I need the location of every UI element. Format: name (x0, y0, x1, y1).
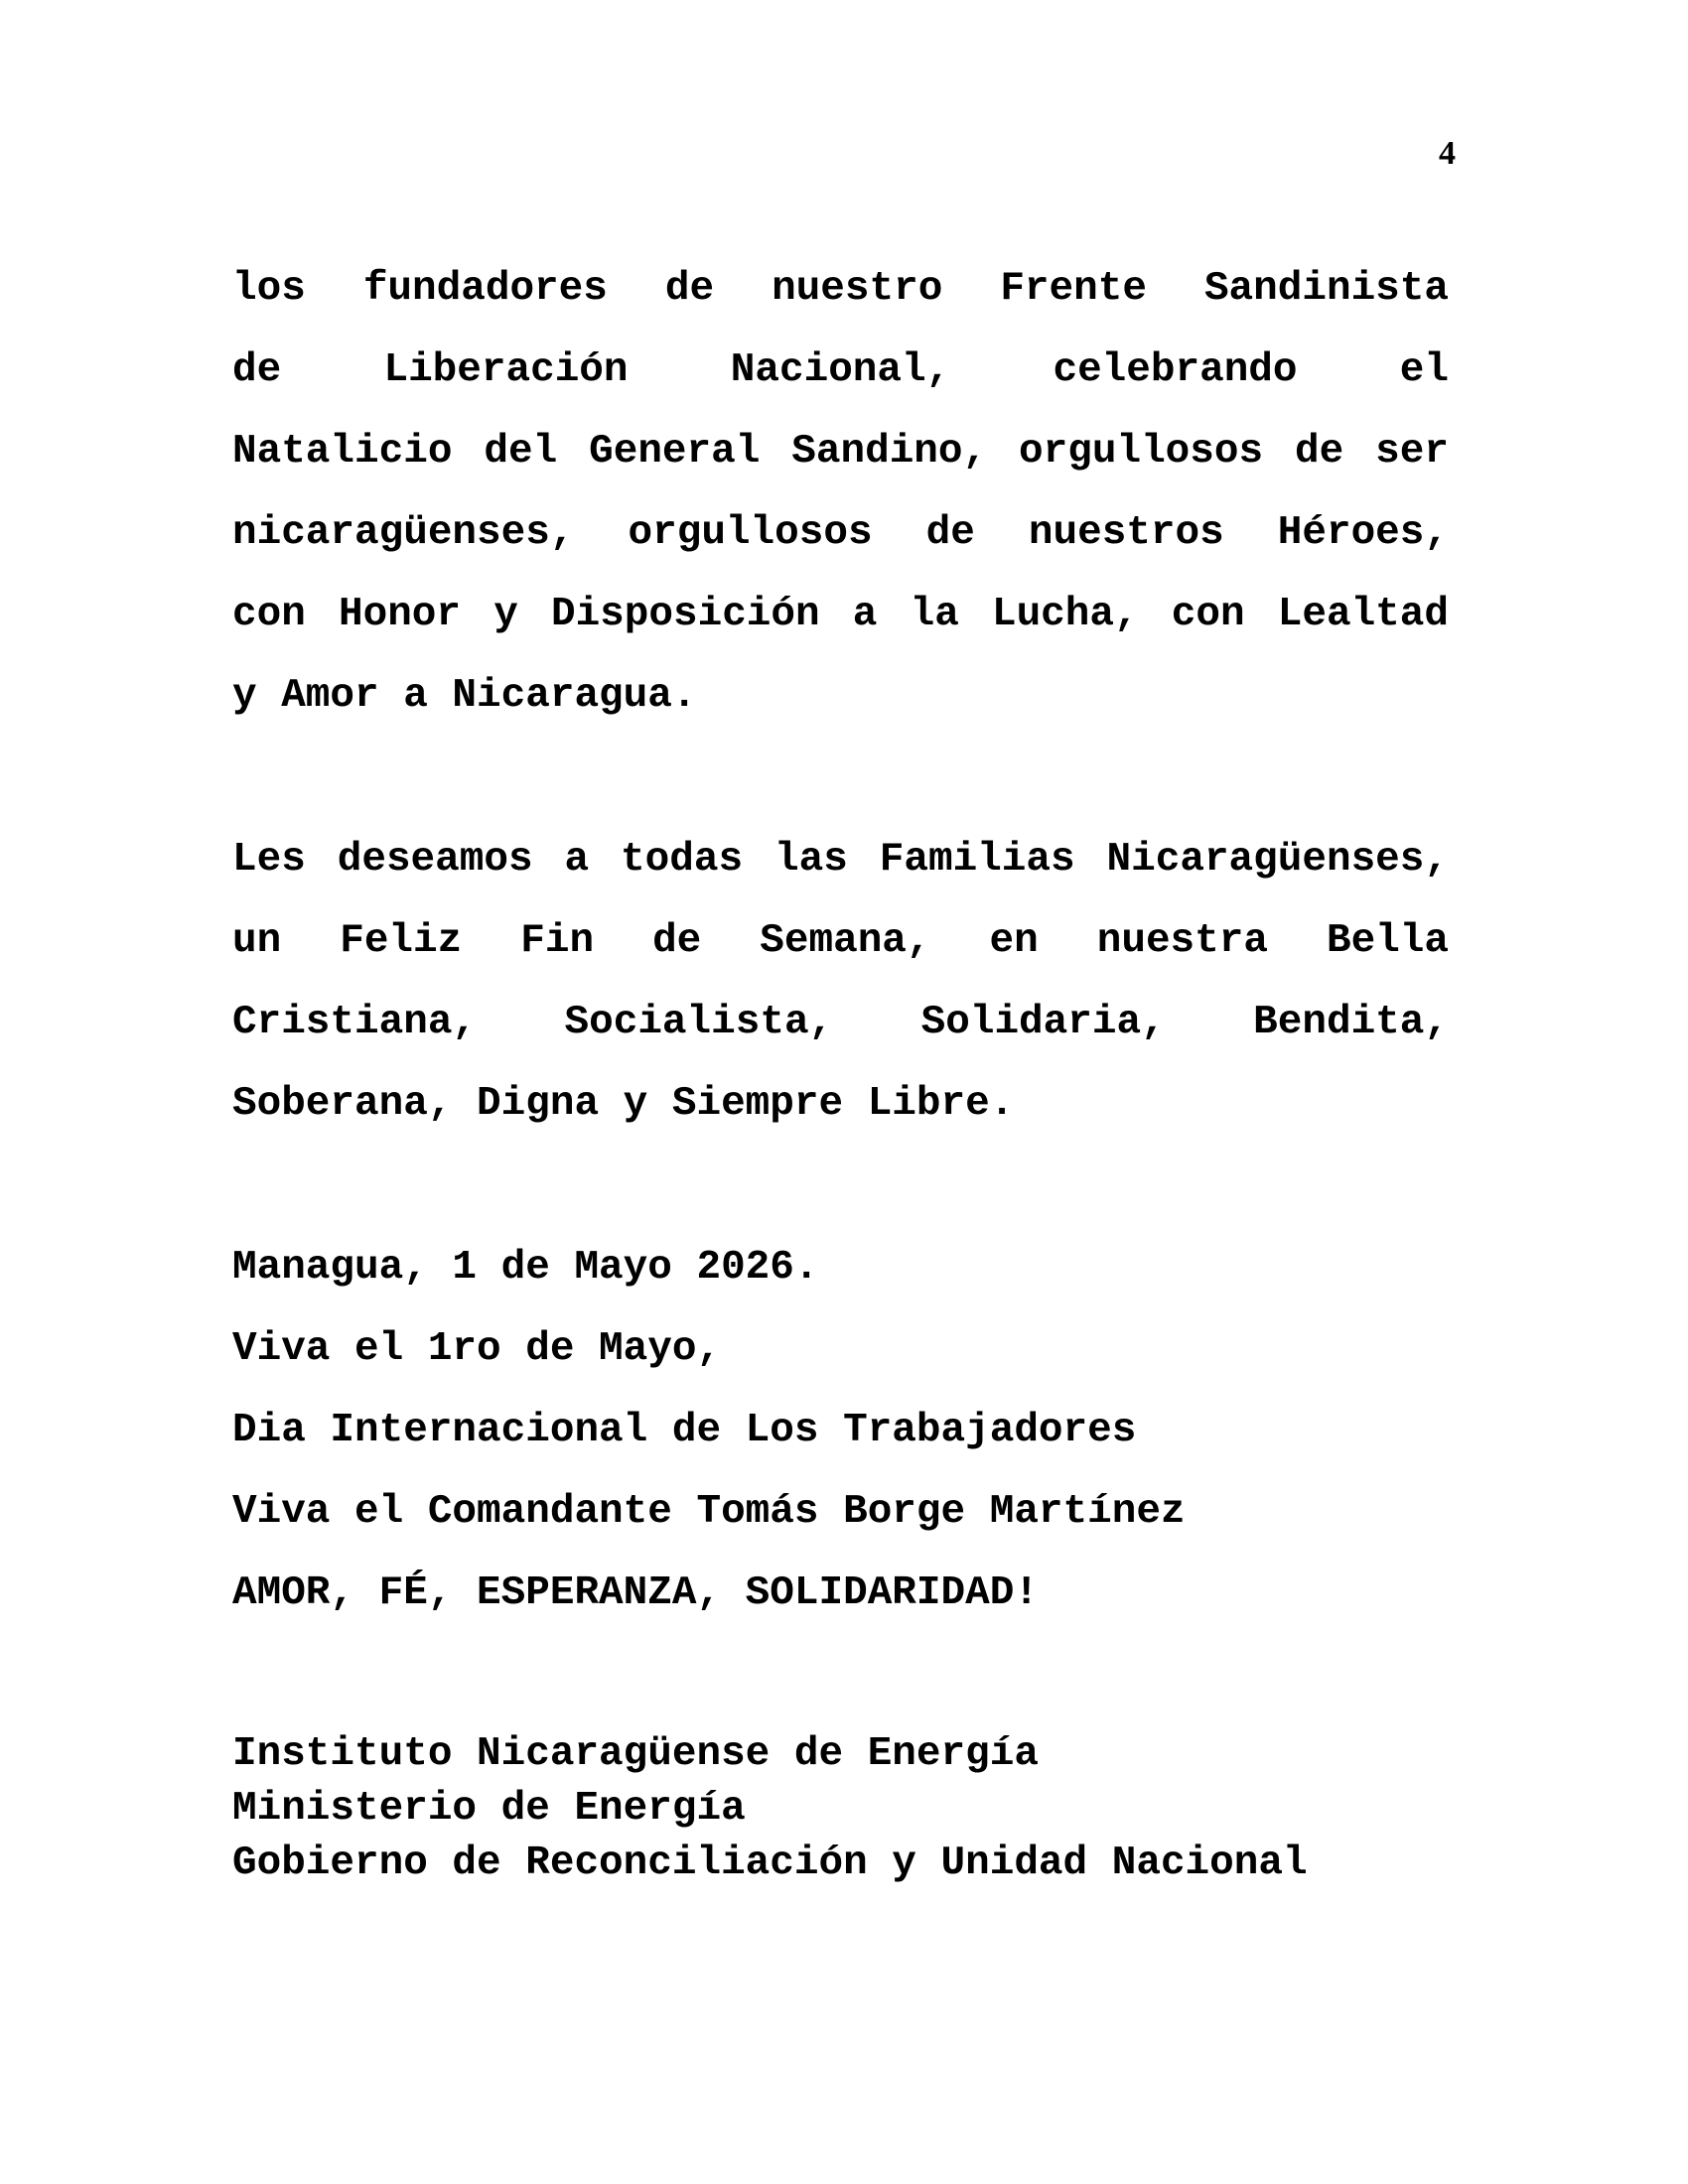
paragraph-1-line: los fundadores de nuestro Frente Sandinista (232, 266, 1449, 312)
paragraph-2-line: Cristiana, Socialista, Solidaria, Bendita, (232, 1000, 1449, 1045)
signature-institute: Instituto Nicaragüense de Energía (232, 1731, 1039, 1777)
closing-motto: AMOR, FÉ, ESPERANZA, SOLIDARIDAD! (232, 1570, 1039, 1616)
signature-block (232, 1727, 1474, 1891)
paragraph-2-line: Les deseamos a todas las Familias Nicaragüenses, (232, 837, 1449, 883)
paragraph-1-line: de Liberación Nacional, celebrando el (232, 347, 1449, 393)
paragraph-2-line: Soberana, Digna y Siempre Libre. (232, 1081, 1015, 1127)
paragraph-1-line: y Amor a Nicaragua. (232, 673, 697, 719)
paragraph-1-line: nicaragüenses, orgullosos de nuestros Héroes, (232, 510, 1449, 556)
paragraph-2 (232, 819, 1449, 1145)
signature-government: Gobierno de Reconciliación y Unidad Nacional (232, 1841, 1308, 1886)
closing-line: Viva el 1ro de Mayo, (232, 1326, 722, 1372)
paragraph-1-line: con Honor y Disposición a la Lucha, con Lealtad (232, 592, 1449, 637)
paragraph-2-line: un Feliz Fin de Semana, en nuestra Bella (232, 918, 1449, 964)
closing-date: Managua, 1 de Mayo 2026. (232, 1245, 819, 1291)
paragraph-1 (232, 248, 1449, 737)
signature-ministry: Ministerio de Energía (232, 1786, 746, 1832)
paragraph-1-line: Natalicio del General Sandino, orgullosos de ser (232, 429, 1449, 475)
page-number: 4 (1439, 135, 1456, 172)
closing-block (232, 1227, 1449, 1634)
closing-line: Viva el Comandante Tomás Borge Martínez (232, 1489, 1186, 1535)
closing-line: Dia Internacional de Los Trabajadores (232, 1408, 1137, 1453)
